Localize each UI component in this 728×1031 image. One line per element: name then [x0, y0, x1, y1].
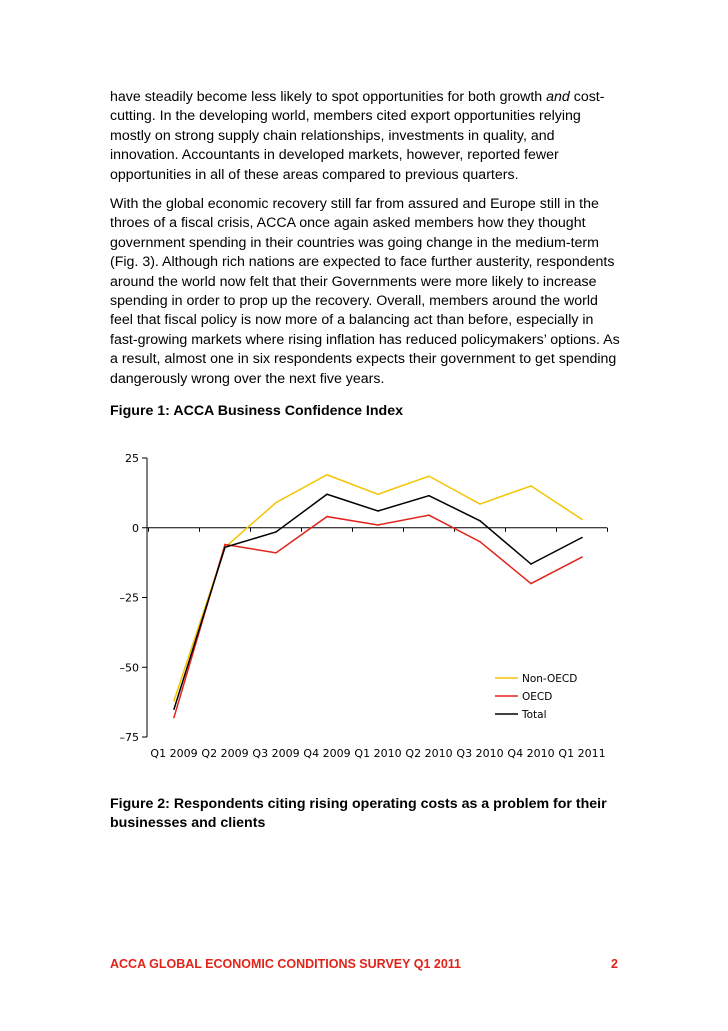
data-point-total	[530, 563, 532, 565]
data-point-non-oecd	[275, 502, 277, 504]
legend-label-total: Total	[522, 709, 547, 721]
data-point-non-oecd	[326, 474, 328, 476]
data-point-oecd	[581, 556, 583, 558]
series-line-total	[174, 494, 582, 709]
x-axis	[147, 528, 608, 760]
x-tick-label: Q1 2011	[558, 747, 606, 760]
data-point-total	[275, 531, 277, 533]
data-point-oecd	[479, 541, 481, 543]
figure-2-title: Figure 2: Respondents citing rising operating costs as a problem for their businesses and clients	[110, 796, 607, 832]
data-point-non-oecd	[428, 475, 430, 477]
data-point-non-oecd	[173, 700, 175, 702]
data-point-oecd	[377, 524, 379, 526]
figure-1-title: Figure 1: ACCA Business Confidence Index	[110, 403, 403, 419]
data-point-total	[173, 708, 175, 710]
legend-label-non-oecd: Non-OECD	[522, 673, 578, 685]
legend	[495, 673, 577, 721]
series-line-non-oecd	[174, 475, 582, 701]
x-tick-label: Q2 2010	[405, 747, 453, 760]
x-tick-label: Q3 2009	[252, 747, 300, 760]
paragraph-1-part-b: cost-cutting. In the developing world, members cited export opportunities relying mostly on strong supply chain relationships, investments in quality, and innovation. Accountants in developed markets, however, reported fewer opportunities in all of these areas compared to previous quarters.	[110, 89, 605, 183]
data-point-total	[377, 510, 379, 512]
y-axis	[120, 452, 148, 744]
data-point-total	[428, 495, 430, 497]
paragraph-2: With the global economic recovery still far from assured and Europe still in the throes of a fiscal crisis, ACCA once again asked members how they thought government spending in their countries was going change in the medium-term (Fig. 3). Although rich nations are expected to face further austerity, respondents around the world now felt that their Governments were more likely to increase spending in order to prop up the recovery. Overall, members around the world feel that fiscal policy is now more of a balancing act than before, especially in fast-growing markets where rising inflation has reduced policymakers’ options. As a result, almost one in six respondents expects their government to get spending dangerously wrong over the next five years.	[110, 196, 620, 387]
data-point-total	[581, 537, 583, 539]
x-tick-label: Q1 2009	[150, 747, 198, 760]
y-tick-label: 25	[125, 452, 139, 465]
y-tick-label: –25	[119, 591, 139, 605]
data-point-oecd	[326, 516, 328, 518]
y-tick-label: –50	[119, 661, 139, 675]
paragraph-1-part-a: have steadily become less likely to spot opportunities for both growth	[110, 89, 547, 105]
y-tick-label: –75	[119, 731, 139, 744]
data-point-oecd	[275, 552, 277, 554]
data-point-oecd	[428, 514, 430, 516]
data-point-total	[224, 546, 226, 548]
data-point-oecd	[530, 583, 532, 585]
data-point-non-oecd	[377, 493, 379, 495]
business-confidence-chart	[110, 445, 620, 770]
x-tick-label: Q1 2010	[354, 747, 402, 760]
data-point-total	[479, 520, 481, 522]
paragraph-1-emphasis: and	[546, 89, 570, 105]
paragraph-1	[110, 88, 622, 185]
data-point-oecd	[173, 717, 175, 719]
x-tick-label: Q3 2010	[456, 747, 504, 760]
data-point-non-oecd	[479, 503, 481, 505]
x-tick-label: Q2 2009	[201, 747, 249, 760]
data-point-total	[326, 493, 328, 495]
page-number: 2	[611, 957, 618, 971]
y-tick-label: 0	[132, 521, 139, 535]
legend-label-oecd: OECD	[522, 691, 553, 703]
x-tick-label: Q4 2010	[507, 747, 555, 760]
footer-title: ACCA GLOBAL ECONOMIC CONDITIONS SURVEY Q1 2011	[110, 957, 461, 971]
data-point-non-oecd	[530, 485, 532, 487]
series-line-oecd	[174, 515, 582, 717]
data-point-oecd	[224, 544, 226, 546]
data-point-non-oecd	[581, 519, 583, 521]
x-tick-label: Q4 2009	[303, 747, 351, 760]
